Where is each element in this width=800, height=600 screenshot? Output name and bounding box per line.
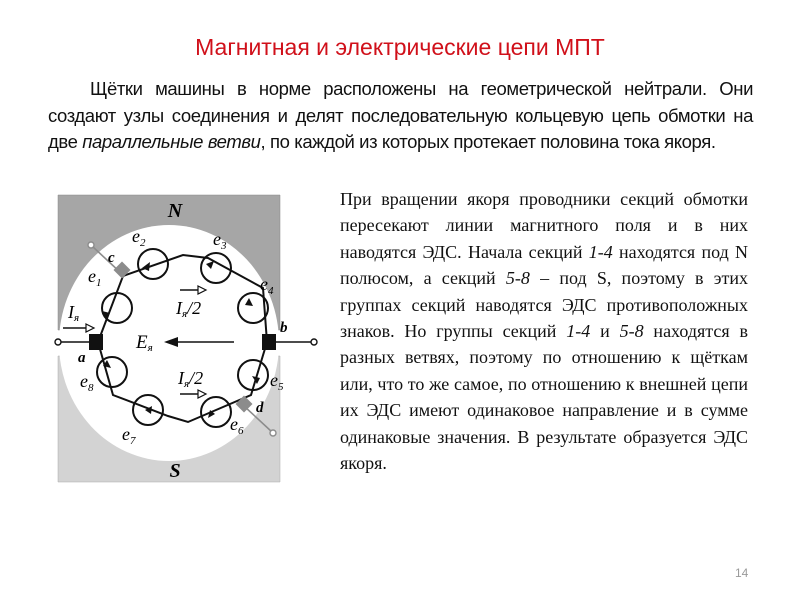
pole-s-label: S xyxy=(169,460,181,482)
emf-label: Eя xyxy=(136,332,153,354)
current-in-label: Iя xyxy=(68,302,80,324)
page-number: 14 xyxy=(735,566,749,580)
text-segment: – под S, поэтому в этих группах секций наводятся ЭДС противоположных знаков. Но группы секций xyxy=(340,268,748,342)
svg-text:e4: $e_4$ xyxy=(260,274,274,297)
half-current-top-label: Iя/2 xyxy=(176,298,202,320)
explanation-paragraph xyxy=(340,186,748,476)
brush-b xyxy=(262,334,276,350)
half-current-bottom-label: Iя/2 xyxy=(178,368,204,390)
brush-b-label: b xyxy=(280,320,288,336)
svg-text:e1: $e_1$ xyxy=(88,266,102,289)
range-italic: 1-4 xyxy=(566,321,591,342)
terminal-a xyxy=(55,339,61,345)
svg-text:e7: $e_7$ xyxy=(122,424,136,447)
brush-a-label: a xyxy=(78,350,86,366)
brush-c-label: c xyxy=(108,250,115,266)
intro-emphasis: параллельные ветви xyxy=(82,131,261,152)
terminal-b xyxy=(311,339,317,345)
text-segment: При вращении якоря проводники секций обмотки пересекают линии магнитного поля и в них наводятся ЭДС. Начала секций xyxy=(340,189,748,262)
intro-paragraph xyxy=(48,76,753,156)
range-italic: 5-8 xyxy=(619,321,644,342)
range-italic: 5-8 xyxy=(505,268,530,289)
dc-machine-diagram xyxy=(48,190,330,486)
slide-title: Магнитная и электрические цепи МПТ xyxy=(195,34,605,60)
text-segment: и xyxy=(590,321,620,342)
brush-a xyxy=(89,334,103,350)
pole-n-label: N xyxy=(167,200,183,222)
intro-text-part1: Щётки машины в норме расположены на геометрической нейтрали. Они создают узлы соединения и делят последовательную кольцевую цепь обмотки на две xyxy=(48,78,753,152)
intro-text-part2: , по каждой из которых протекает половина тока якоря. xyxy=(260,131,716,152)
svg-text:e2: $e_2$ xyxy=(132,226,146,249)
terminal-d xyxy=(270,430,276,436)
text-segment: находятся в разных ветвях, поэтому по отношению к щёткам или, что то же самое, по отношению к внешней цепи их ЭДС имеют одинаковое направление и в сумме одинаковые значения. В результате образуется ЭДС якоря. xyxy=(340,321,748,474)
text-segment: находятся под N полюсом, а секций xyxy=(340,241,749,289)
svg-text:e8: $e_8$ xyxy=(80,371,94,394)
svg-text:e6: $e_6$ xyxy=(230,414,244,437)
terminal-c xyxy=(88,242,94,248)
brush-d-label: d xyxy=(256,400,264,416)
svg-text:e5: $e_5$ xyxy=(270,370,284,393)
svg-text:e3: $e_3$ xyxy=(213,229,227,252)
range-italic: 1-4 xyxy=(588,241,613,262)
